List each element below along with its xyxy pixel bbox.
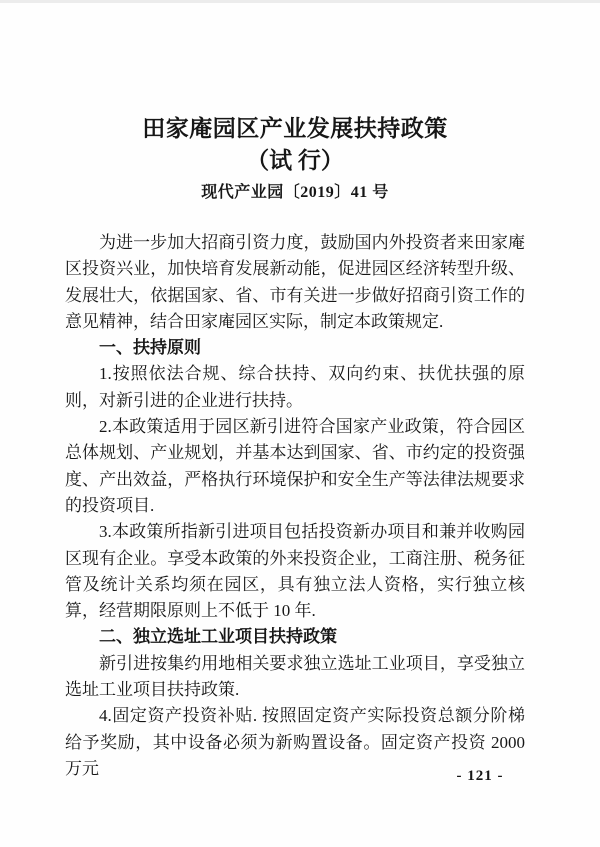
section-heading: 二、独立选址工业项目扶持政策 bbox=[99, 627, 337, 647]
paragraph: 3.本政策所指新引进项目包括投资新办项目和兼并收购园区现有企业。享受本政策的外来投资企业，工商注册、税务征管及统计关系均须在园区，具有独立法人资格，实行独立核算，经营期限原则上不低于 10 年. bbox=[65, 522, 525, 621]
document-title: 田家庵园区产业发展扶持政策 bbox=[142, 116, 448, 141]
paragraph: 为进一步加大招商引资力度，鼓励国内外投资者来田家庵区投资兴业，加快培育发展新动能，促进园区经济转型升级、发展壮大，依据国家、省、市有关进一步做好招商引资工作的意见精神，结合田家庵园区实际，制定本政策规定. bbox=[65, 233, 525, 331]
paragraph: 新引进按集约用地相关要求独立选址工业项目，享受独立选址工业项目扶持政策. bbox=[65, 653, 525, 700]
page-number: - 121 - bbox=[456, 768, 504, 784]
document-number: 现代产业园〔2019〕41 号 bbox=[201, 184, 389, 201]
paragraph: 1.按照依法合规、综合扶持、双向约束、扶优扶强的原则，对新引进的企业进行扶持。 bbox=[65, 364, 525, 410]
document-body bbox=[65, 230, 525, 782]
scan-edge-artifact bbox=[0, 0, 600, 3]
paragraph: 4.固定资产投资补贴. 按照固定资产实际投资总额分阶梯给予奖励，其中设备必须为新购置设备。固定资产投资 2000 万元 bbox=[65, 706, 525, 778]
document-subtitle: （试 行） bbox=[246, 148, 344, 173]
document-content bbox=[65, 114, 525, 782]
paragraph: 2.本政策适用于园区新引进符合国家产业政策，符合园区总体规划、产业规划，并基本达到国家、省、市约定的投资强度、产出效益，严格执行环境保护和安全生产等法律法规要求的投资项目. bbox=[65, 417, 525, 515]
section-heading: 一、扶持原则 bbox=[99, 338, 201, 358]
